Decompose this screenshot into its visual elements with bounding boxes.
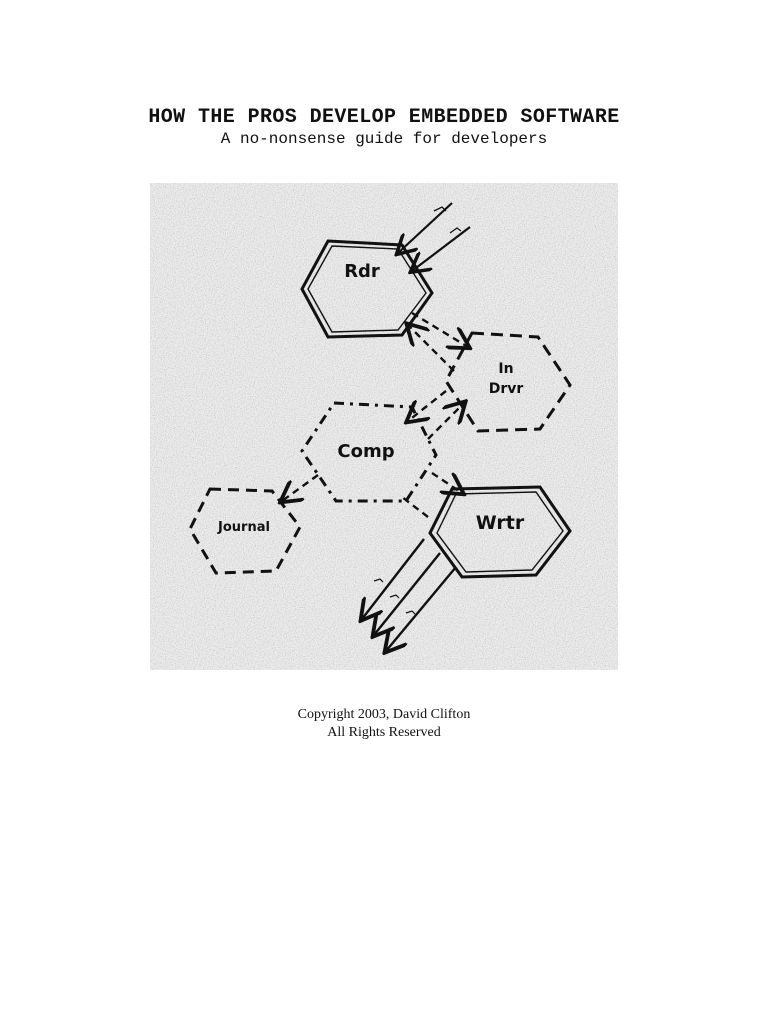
paper-grain [150,183,618,670]
in-drvr-label-line1: In [498,361,514,377]
in-drvr-label-line2: Drvr [488,381,524,397]
copyright-block [0,706,768,742]
wrtr-label: Wrtr [475,512,525,534]
sketch-drawing [150,183,618,670]
rdr-label: Rdr [344,261,380,282]
copyright-notice: Copyright 2003, David Clifton [297,707,471,722]
document-subtitle: A no-nonsense guide for developers [220,130,548,148]
architecture-sketch [150,183,618,670]
journal-label: Journal [218,520,270,535]
document-title: HOW THE PROS DEVELOP EMBEDDED SOFTWARE [148,106,620,129]
comp-label: Comp [337,441,395,462]
rights-notice: All Rights Reserved [327,725,441,740]
